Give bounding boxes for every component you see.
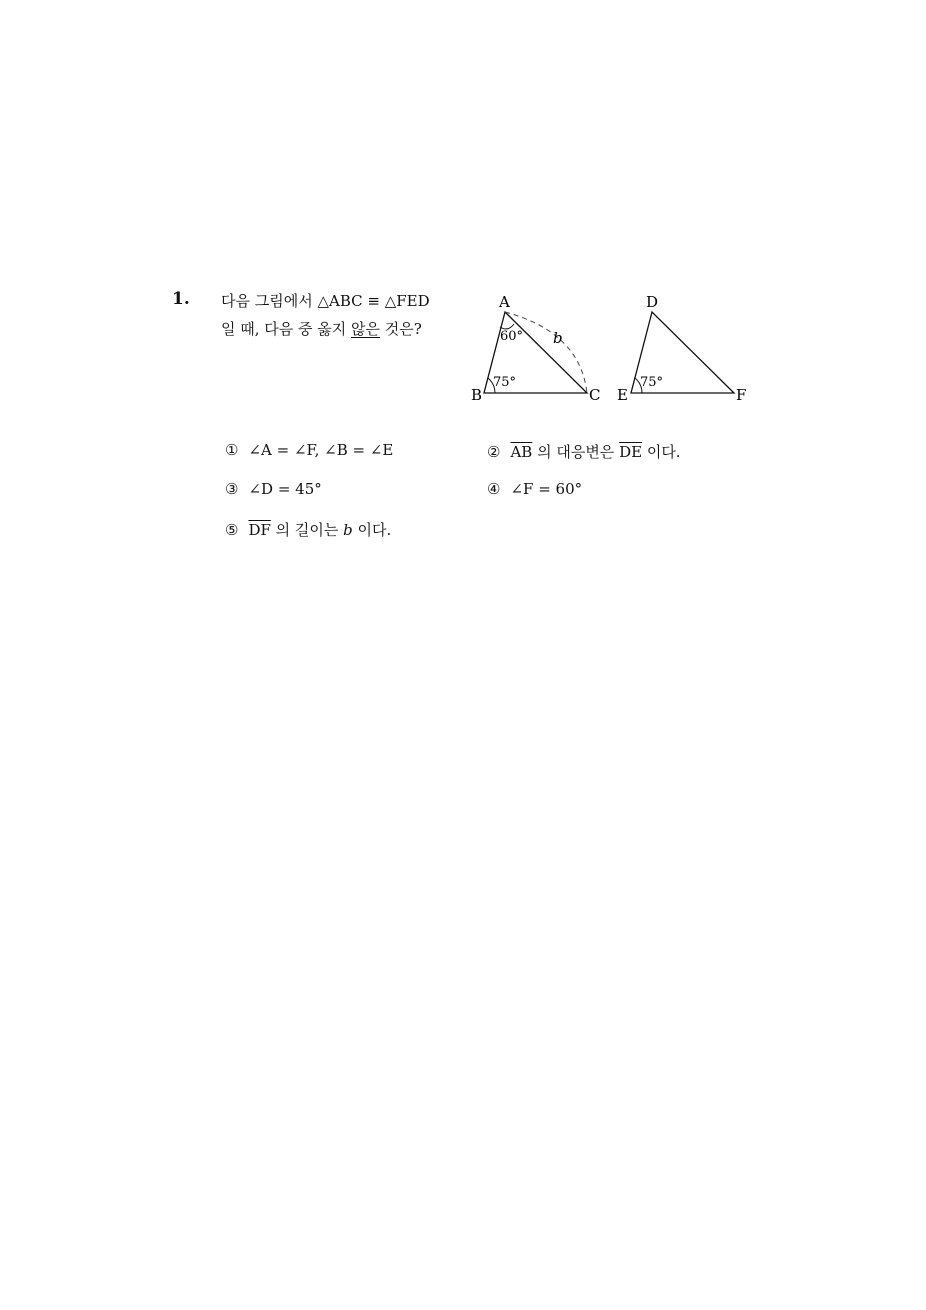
vertex-b-label: B: [471, 386, 483, 404]
choice-1[interactable]: [225, 441, 393, 459]
choice-2-post: 이다.: [642, 443, 681, 461]
side-b-variable: b: [343, 521, 353, 539]
vertex-a-label: A: [499, 293, 510, 311]
vertex-e-label: E: [617, 386, 628, 404]
triangle-diagram: [462, 290, 762, 410]
vertex-c-label: C: [589, 386, 601, 404]
segment-df: $\overline{DF}$: [248, 521, 271, 539]
choice-5-mid: 의 길이는: [270, 521, 344, 539]
choice-3-mark: ③: [225, 480, 239, 498]
triangle-figure: [462, 290, 762, 410]
choice-5-post: 이다.: [352, 521, 392, 539]
choice-4[interactable]: [487, 480, 582, 498]
stem-line-1: 다음 그림에서 △ABC ≡ △FED: [221, 292, 430, 310]
choice-5-mark: ⑤: [225, 521, 239, 539]
segment-ab: $\overline{AB}$: [510, 443, 533, 461]
choice-4-mark: ④: [487, 480, 501, 498]
angle-e-label: 75°: [640, 375, 664, 390]
choice-3-text: ∠D = 45°: [248, 480, 322, 498]
choice-4-text: ∠F = 60°: [510, 480, 583, 498]
choice-2-text: [510, 441, 680, 462]
choice-3[interactable]: [225, 480, 322, 498]
choice-2[interactable]: [487, 441, 681, 462]
vertex-f-label: F: [736, 386, 747, 404]
choice-1-text: ∠A = ∠F, ∠B = ∠E: [248, 441, 394, 459]
stem-line-2: [221, 315, 471, 343]
side-b-label: b: [553, 329, 563, 347]
choice-5-text: [248, 519, 391, 540]
stem-line-2-pre: 일 때, 다음 중 옳지: [221, 320, 352, 338]
angle-b-label: 75°: [493, 375, 517, 390]
choice-2-mark: ②: [487, 443, 501, 461]
choice-1-mark: ①: [225, 441, 239, 459]
question-stem: [221, 287, 471, 343]
segment-de: $\overline{DE}$: [619, 443, 643, 461]
angle-a-label: 60°: [500, 329, 524, 344]
choice-5[interactable]: [225, 519, 391, 540]
stem-line-2-post: 것은?: [380, 320, 422, 338]
vertex-d-label: D: [646, 293, 659, 311]
choice-2-mid: 의 대응변은: [532, 443, 620, 461]
question-number: 1.: [172, 289, 190, 309]
stem-underlined-word: 않은: [351, 320, 381, 338]
